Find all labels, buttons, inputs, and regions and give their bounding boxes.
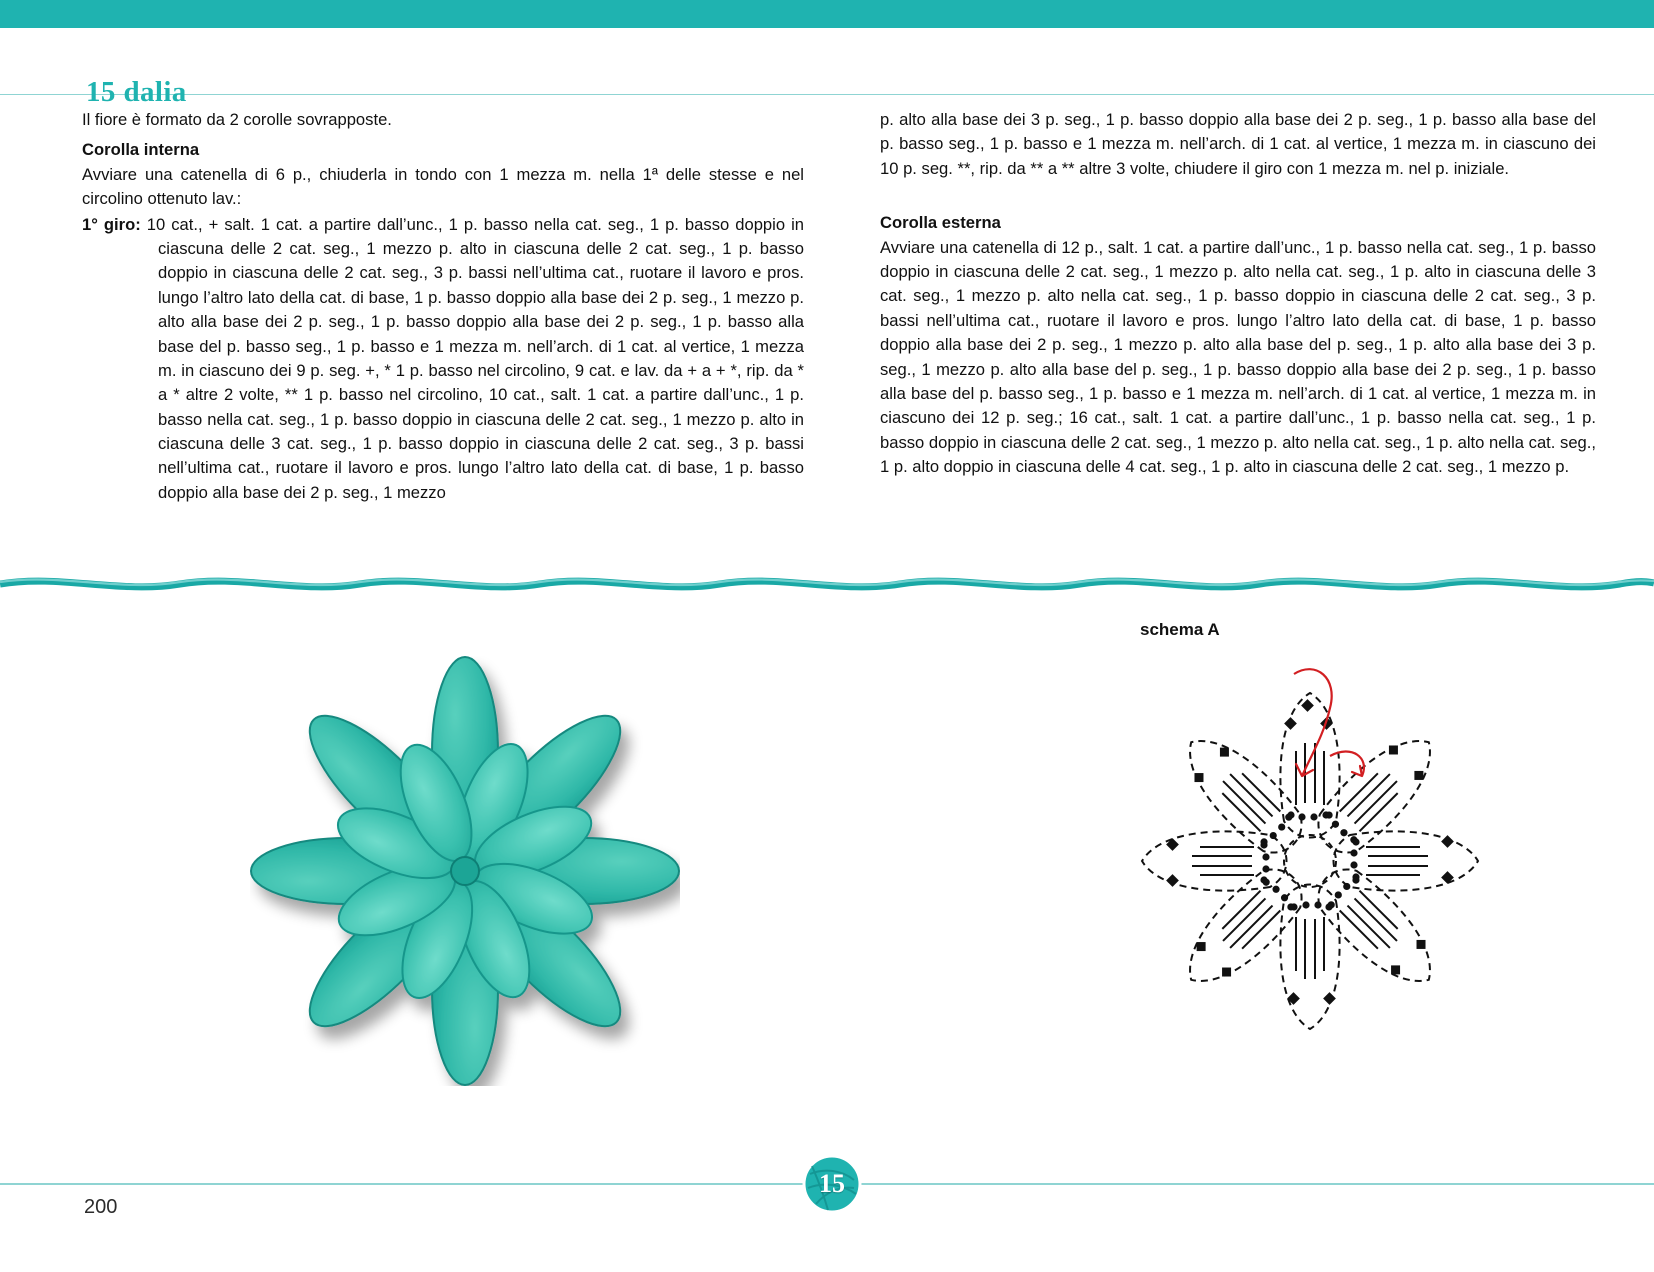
text-columns <box>0 108 1654 558</box>
round1-block <box>82 213 804 506</box>
badge-number: 15 <box>819 1169 845 1198</box>
schema-diagram <box>1080 626 1540 1096</box>
page-number: 200 <box>84 1196 118 1218</box>
lower-section <box>0 596 1654 1178</box>
continuation-paragraph: p. alto alla base dei 3 p. seg., 1 p. basso doppio alla base dei 2 p. seg., 1 p. basso alla base del p. basso seg., 1 p. basso e 1 mezza m. nell’arch. di 1 cat. al vertice, 1 mezza m. in ciascuno dei 10 p. seg. **, rip. da ** a ** altre 3 volte, chiudere il giro con 1 mezza m. nel p. iniziale. <box>880 110 1596 178</box>
schema-label: schema A <box>1140 620 1220 639</box>
page-header <box>0 28 1654 108</box>
section-heading-corolla-interna: Corolla interna <box>82 140 200 160</box>
round1-label: 1° giro: <box>82 214 141 234</box>
yarn-divider <box>0 570 1654 596</box>
round1-text: 10 cat., + salt. 1 cat. a partire dall’unc., 1 p. basso nella cat. seg., 1 p. basso doppio in ciascuna delle 2 cat. seg., 1 mezzo p. alto in ciascuna delle 2 cat. seg., 1 p. basso doppio in ciascuna delle 2 cat. seg., 3 p. bassi nell’ultima cat., ruotare il lavoro e pros. lungo l’altro lato della cat. di base, 1 p. basso doppio alla base dei 2 p. seg., 1 mezzo p. alto alla base dei 2 p. seg., 1 p. basso doppio alla base dei 2 p. seg., 1 p. basso alla base del p. basso seg., 1 p. basso e 1 mezza m. nell’arch. di 1 cat. al vertice, 1 mezza m. in ciascuno dei 9 p. seg. +, * 1 p. basso nel circolino, 9 cat. e lav. da + a + *, rip. da * a * altre 2 volte, ** 1 p. basso nel circolino, 10 cat., salt. 1 cat. a partire dall’unc., 1 p. basso nella cat. seg., 1 p. basso doppio in ciascuna delle 2 cat. seg., 1 mezzo p. alto in ciascuna delle 3 cat. seg., 1 p. basso doppio in ciascuna delle 2 cat. seg., 3 p. bassi nell’ultima cat., ruotare il lavoro e pros. lungo l’altro lato della cat. di base, 1 p. basso doppio alla base dei 2 p. seg., 1 mezzo <box>146 214 804 502</box>
flower-photo <box>250 656 680 1086</box>
top-teal-band <box>0 0 1654 28</box>
page-title: 15 dalia <box>86 76 187 108</box>
section2-text: Avviare una catenella di 12 p., salt. 1 cat. a partire dall’unc., 1 p. basso nella cat. seg., 1 p. basso doppio in ciascuna delle 2 cat. seg., 1 mezzo p. alto nella cat. seg., 1 p. alto in ciascuna delle 3 cat. seg., 1 mezzo p. alto nella cat. seg., 1 p. basso doppio in ciascuna delle 2 cat. seg., 3 p. bassi nell’ultima cat., ruotare il lavoro e pros. lungo l’altro lato della cat. di base, 1 p. basso doppio alla base dei 2 p. seg., 1 mezzo p. alto alla base del p. seg., 1 p. alto alla base dei 3 p. seg., 1 mezzo p. alto alla base del p. seg., 1 p. basso doppio alla base dei 2 p. seg., 1 p. basso alla base del p. basso seg., 1 p. basso e 1 mezza m. nell’arch. di 1 cat. al vertice, 1 mezza m. in ciascuno dei 12 p. seg.; 16 cat., salt. 1 cat. a partire dall’unc., 1 p. basso nella cat. seg., 1 p. basso doppio in ciascuna delle 2 cat. seg., 1 mezzo p. alto nella cat. seg., 1 p. alto nella cat. seg., 1 p. alto doppio in ciascuna delle 4 cat. seg., 1 p. alto in ciascuna delle 2 cat. seg., 1 mezzo p. <box>880 237 1596 477</box>
left-column <box>82 108 804 505</box>
section1-intro: Avviare una catenella di 6 p., chiuderla in tondo con 1 mezza m. nella 1ª delle stesse e nel circolino ottenuto lav.: <box>82 164 804 209</box>
intro-paragraph: Il fiore è formato da 2 corolle sovrapposte. <box>82 110 392 129</box>
section-heading-corolla-esterna: Corolla esterna <box>880 213 1001 233</box>
right-column <box>880 108 1596 479</box>
